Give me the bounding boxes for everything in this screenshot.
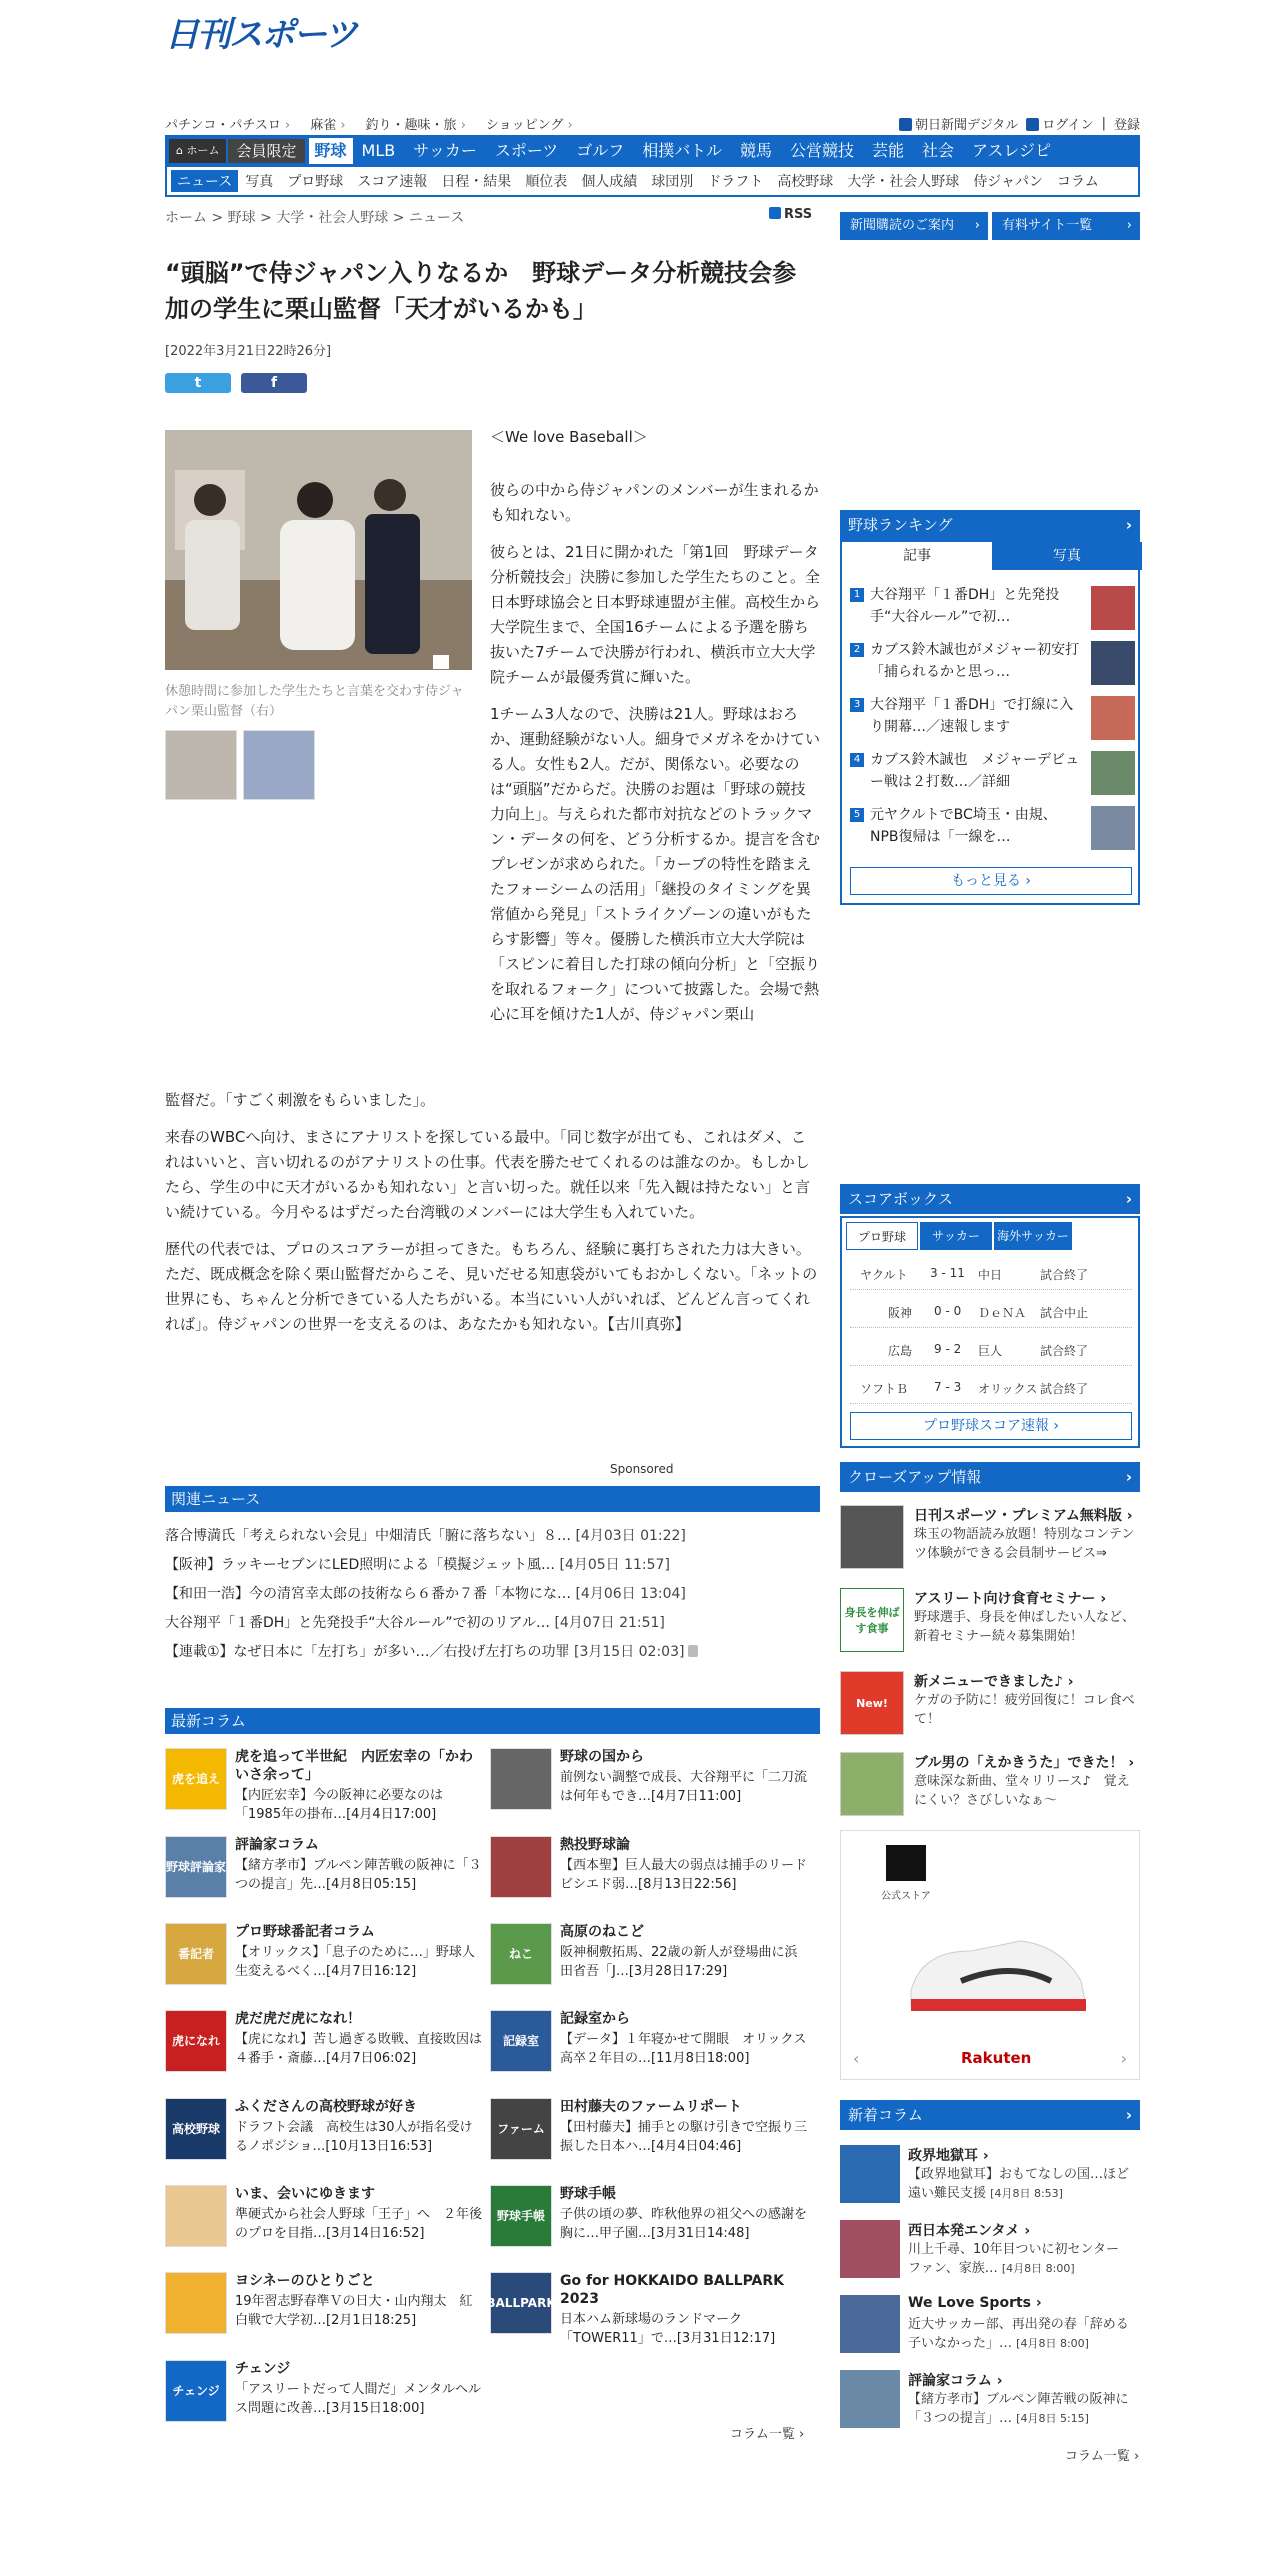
- ranking-item[interactable]: 5 元ヤクルトでBC埼玉・由規、NPB復帰は「一線を…: [850, 804, 1135, 854]
- column-icon: チェンジ: [165, 2360, 227, 2422]
- closeup-icon: [840, 1752, 904, 1816]
- subnav-highschool[interactable]: 高校野球: [777, 174, 834, 190]
- toplink-mahjong[interactable]: 麻雀 ›: [310, 114, 345, 133]
- column-item[interactable]: [490, 1923, 810, 2003]
- ranking-item[interactable]: 1 大谷翔平「１番DH」と先発投手“大谷ルール”で初…: [850, 584, 1135, 634]
- column-icon: [165, 2272, 227, 2334]
- paid-sites-button[interactable]: 有料サイト一覧 ›: [992, 212, 1140, 240]
- column-icon: ねこ: [490, 1923, 552, 1985]
- nav-sports[interactable]: スポーツ: [494, 141, 559, 160]
- related-news-item[interactable]: 【和田一浩】今の清宮幸太郎の技術なら６番か７番「本物にな… [4月06日 13:04]: [165, 1586, 686, 1602]
- nav-koei[interactable]: 公営競技: [790, 141, 855, 160]
- new-columns-header[interactable]: 新着コラム ›: [840, 2100, 1140, 2130]
- column-icon: [165, 2185, 227, 2247]
- subnav-stats[interactable]: 個人成績: [581, 174, 638, 190]
- subnav-draft[interactable]: ドラフト: [707, 174, 764, 190]
- new-column-item[interactable]: 評論家コラム › 【緒方孝市】ブルペン陣苦戦の阪神に「３つの提言」… [4月8日 5:15]: [840, 2370, 1140, 2436]
- column-list-link[interactable]: コラム一覧 ›: [730, 2423, 804, 2442]
- column-title: 高原のねこど: [560, 1924, 644, 1940]
- column-icon: ファーム: [490, 2098, 552, 2160]
- score-tab-soccer[interactable]: サッカー: [920, 1222, 992, 1250]
- article-paragraph: 来春のWBCへ向け、まさにアナリストを探している最中。「同じ数字が出ても、これはダメ、これはいいと、言い切れるのがアナリストの仕事。代表を勝たせてくれるのは誰なのか。もしかしたら、学生の中に天才がいるかも知れない」と言い切った。就任以来「先入観は持たない」と言い続けている。今月やるはずだった台湾戦のメンバーには大学生も入れていた。: [165, 1128, 811, 1221]
- advertisement[interactable]: [840, 1830, 1140, 2080]
- related-news-item[interactable]: 落合博満氏「考えられない会見」中畑清氏「腑に落ちない」８… [4月03日 01:22]: [165, 1528, 686, 1544]
- column-icon: [490, 1748, 552, 1810]
- column-icon: BALLPARK: [490, 2272, 552, 2334]
- column-summary: 阪神桐敷拓馬、22歳の新人が登場曲に浜田省吾「J…[3月28日17:29]: [560, 1945, 798, 1979]
- facebook-share-button[interactable]: f: [241, 373, 307, 393]
- article-paragraph: 彼らとは、21日に開かれた「第1回 野球データ分析競技会」決勝に参加した学生たちのこと。全日本野球協会と日本野球連盟が主催。高校生から大学院生まで、全国16チームによる予選を勝ち抜いた7チームで決勝が行われ、横浜市立大大学院チームが最優秀賞に輝いた。: [490, 543, 821, 686]
- score-more-button[interactable]: プロ野球スコア速報 ›: [850, 1412, 1132, 1440]
- column-icon: 記録室: [490, 2010, 552, 2072]
- column-summary: 【西本聖】巨人最大の弱点は捕手のリード ビシエド弱…[8月13日22:56]: [560, 1858, 821, 1892]
- column-title: ヨシネーのひとりごと: [235, 2273, 375, 2289]
- column-item[interactable]: [165, 2360, 485, 2440]
- top-links: [165, 114, 1140, 134]
- article-paragraph: 歴代の代表では、プロのスコアラーが担ってきた。もちろん、経験に裏打ちされた力は大きい。ただ、既成概念を除く栗山監督だからこそ、見いだせる知恵袋がいてもおかしくない。「ネットの世界にも、ちゃんと分析できている人たちがいる。本当にいい人がいれば、どんどん言ってくれれば」。侍ジャパンの世界一を支えるのは、あなたかも知れない。【古川真弥】: [165, 1240, 818, 1333]
- closeup-icon: [840, 1505, 904, 1569]
- column-item[interactable]: [490, 2010, 810, 2090]
- nav-baseball[interactable]: 野球: [309, 138, 353, 164]
- article-paragraph: 1チーム3人なので、決勝は21人。野球はおろか、運動経験がない人。細身でメガネをかけている人。女性も2人。だが、関係ない。必要なのは“頭脳”だからだ。決勝のお題は「野球の競技力向上」。与えられた都市対抗などのトラックマン・データの何を、どう分析するか。提言を含むプレゼンが求められた。「カーブの特性を踏まえたフォーシームの活用」「継投のタイミングを異常値から発見」「ストライクゾーンの違いがもたらす影響」等々。優勝した横浜市立大大学院は「スピンに着目した打球の傾向分析」と「空振りを取れるフォーク」について披露した。会場で熱心に耳を傾けた1人が、侍ジャパン栗山: [490, 705, 821, 1023]
- article-title: “頭脳”で侍ジャパン入りなるか 野球データ分析競技会参加の学生に栗山監督「天才がいるかも」: [165, 259, 797, 323]
- column-title: チェンジ: [235, 2361, 291, 2377]
- nav-mlb[interactable]: MLB: [361, 141, 396, 160]
- login-icon: [1026, 118, 1039, 131]
- subnav-photo[interactable]: 写真: [245, 174, 274, 190]
- column-summary: 子供の頃の夢、昨秋他界の祖父への感謝を胸に…甲子園…[3月31日14:48]: [560, 2207, 808, 2241]
- scorebox-header[interactable]: スコアボックス ›: [840, 1184, 1140, 1214]
- closeup-item[interactable]: ブル男の「えかきうた」できた！ › 意味深な新曲、堂々リリース♪ 覚えにくい？さびしいなぁ～: [840, 1752, 1140, 1822]
- column-title: 野球手帳: [560, 2186, 616, 2202]
- score-row[interactable]: ヤクルト 3 - 11 中日 試合終了: [850, 1254, 1132, 1290]
- column-item[interactable]: [165, 2010, 485, 2090]
- site-logo[interactable]: 日刊スポーツ: [165, 14, 356, 55]
- rss-icon: [769, 207, 781, 219]
- column-title: 熱投野球論: [560, 1837, 630, 1853]
- column-item[interactable]: [490, 2098, 810, 2178]
- score-row[interactable]: 広島 9 - 2 巨人 試合終了: [850, 1330, 1132, 1366]
- subscribe-button[interactable]: 新聞購読のご案内 ›: [840, 212, 988, 240]
- score-row[interactable]: ソフトＢ 7 - 3 オリックス 試合終了: [850, 1368, 1132, 1404]
- column-icon: 虎になれ: [165, 2010, 227, 2072]
- column-title: 評論家コラム: [235, 1837, 319, 1853]
- column-icon: 番記者: [165, 1923, 227, 1985]
- photo-caption: 休憩時間に参加した学生たちと言葉を交わす侍ジャパン栗山監督（右）: [165, 684, 464, 719]
- ranking-box: [840, 540, 1140, 905]
- column-icon: 野球評論家: [165, 1836, 227, 1898]
- score-tab-pro[interactable]: プロ野球: [846, 1222, 918, 1250]
- subnav-college[interactable]: 大学・社会人野球: [847, 174, 960, 190]
- column-summary: 【田村藤夫】捕手との駆け引きで空振り三振した日本ハ…[4月4日04:46]: [560, 2120, 808, 2154]
- toplink-pachinko[interactable]: パチンコ・パチスロ ›: [165, 114, 290, 133]
- column-thumb: [840, 2220, 900, 2278]
- column-title: 野球の国から: [560, 1749, 644, 1765]
- article-body-top: [490, 425, 820, 1027]
- column-thumb: [840, 2370, 900, 2428]
- column-title: 虎だ虎だ虎になれ！: [235, 2011, 361, 2027]
- twitter-share-button[interactable]: t: [165, 373, 231, 393]
- related-news-item[interactable]: 【連載①】なぜ日本に「左打ち」が多い…／右投げ左打ちの功罪 [3月15日 02:03]: [165, 1641, 820, 1661]
- closeup-icon: 身長を伸ばす食事: [840, 1588, 904, 1652]
- column-item[interactable]: [490, 1836, 821, 1916]
- column-title: ふくださんの高校野球が好き: [235, 2099, 417, 2115]
- nav-athrecipe[interactable]: アスレジピ: [972, 141, 1052, 160]
- column-item[interactable]: [165, 2185, 485, 2265]
- nav-member[interactable]: 会員限定: [228, 139, 304, 163]
- column-title: 記録室から: [560, 2011, 630, 2027]
- column-summary: 【オリックス】「息子のために…」野球人生変えるべく…[4月7日16:12]: [235, 1945, 475, 1979]
- column-icon: [490, 1836, 552, 1898]
- ranking-tab-articles[interactable]: 記事: [842, 542, 992, 570]
- score-tab-intl-soccer[interactable]: 海外サッカー: [994, 1222, 1072, 1250]
- ranking-item[interactable]: 3 大谷翔平「１番DH」で打線に入り開幕…／速報します: [850, 694, 1135, 744]
- column-title: 田村藤夫のファームリポート: [560, 2099, 742, 2115]
- related-news-header: 関連ニュース: [165, 1486, 820, 1512]
- closeup-header[interactable]: クローズアップ情報 ›: [840, 1462, 1140, 1492]
- article-date: [2022年3月21日22時26分]: [165, 344, 332, 359]
- subnav-schedule[interactable]: 日程・結果: [441, 174, 512, 190]
- breadcrumb[interactable]: ホーム > 野球 > 大学・社会人野球 > ニュース: [165, 210, 465, 226]
- ranking-header[interactable]: 野球ランキング ›: [840, 510, 1140, 540]
- column-item[interactable]: [486, 2272, 810, 2352]
- closeup-icon: New!: [840, 1671, 904, 1735]
- photo-illustration: [165, 430, 472, 670]
- subnav-teams[interactable]: 球団別: [651, 174, 694, 190]
- divider: |: [1101, 116, 1106, 131]
- subnav-standings[interactable]: 順位表: [525, 174, 568, 190]
- column-summary: 【データ】１年寝かせて開眼 オリックス高卒２年目の…[11月8日18:00]: [560, 2032, 807, 2066]
- column-item[interactable]: [165, 1923, 485, 2003]
- ranking-item[interactable]: 4 カブス鈴木誠也 メジャーデビュー戦は２打数…／詳細: [850, 749, 1135, 799]
- column-title: プロ野球番記者コラム: [235, 1924, 375, 1940]
- ad-next-icon[interactable]: ›: [1120, 2049, 1127, 2068]
- article-kicker: ＜We love Baseball＞: [490, 428, 648, 446]
- article-paragraph: 監督だ。「すごく刺激をもらいました」。: [165, 1091, 436, 1109]
- column-thumb: [840, 2295, 900, 2353]
- score-row[interactable]: 阪神 0 - 0 ＤｅＮＡ 試合中止: [850, 1292, 1132, 1328]
- subnav-score[interactable]: スコア速報: [357, 174, 428, 190]
- photo-thumbnail-2[interactable]: [243, 730, 315, 800]
- nav-shakai[interactable]: 社会: [922, 141, 955, 160]
- sponsored-label: Sponsored: [610, 1462, 674, 1476]
- article-photo[interactable]: [165, 430, 472, 670]
- ranking-tab-photos[interactable]: 写真: [992, 542, 1142, 570]
- article-paragraph: 彼らの中から侍ジャパンのメンバーが生まれるかも知れない。: [490, 481, 819, 524]
- nav-soccer[interactable]: サッカー: [413, 141, 477, 160]
- new-column-item[interactable]: 西日本発エンタメ › 川上千尋、10年目ついに初センター ファン、家族… [4月8日 8:00]: [840, 2220, 1140, 2286]
- column-title: 虎を追って半世紀 内匠宏幸の「かわいさ余って」: [235, 1749, 473, 1783]
- brand-logo-icon: [886, 1845, 926, 1881]
- column-summary: ドラフト会議 高校生は30人が指名受けるノポジショ…[10月13日16:53]: [235, 2120, 473, 2154]
- nav-geino[interactable]: 芸能: [872, 141, 905, 160]
- related-news-item[interactable]: 【阪神】ラッキーセブンにLED照明による「模擬ジェット風… [4月05日 11:57]: [165, 1557, 670, 1573]
- new-column-list-link[interactable]: コラム一覧 ›: [1065, 2445, 1139, 2464]
- subnav-news[interactable]: ニュース: [171, 170, 238, 192]
- column-item[interactable]: [165, 2098, 485, 2178]
- column-item[interactable]: [165, 1748, 485, 1828]
- column-icon: 野球手帳: [490, 2185, 552, 2247]
- asahi-link[interactable]: 朝日新聞デジタル: [899, 114, 1018, 133]
- nav-home[interactable]: ⌂ ホーム: [169, 139, 226, 163]
- column-item[interactable]: [490, 1748, 810, 1828]
- column-icon: 虎を追え: [165, 1748, 227, 1810]
- closeup-item[interactable]: New! 新メニューできました♪ › ケガの予防に！疲労回復に！コレ食べて！: [840, 1671, 1140, 1741]
- nav-sumo[interactable]: 相撲バトル: [642, 141, 722, 160]
- column-item[interactable]: [165, 2272, 485, 2352]
- rss-link[interactable]: RSS: [769, 207, 812, 222]
- nav-keiba[interactable]: 競馬: [739, 141, 772, 160]
- column-summary: 【虎になれ】苦し過ぎる敗戦、直接敗因は４番手・斎藤…[4月7日06:02]: [235, 2032, 483, 2066]
- subnav-column[interactable]: コラム: [1057, 174, 1099, 190]
- nav-golf[interactable]: ゴルフ: [576, 141, 625, 160]
- sub-nav: [165, 167, 1140, 197]
- column-title: いま、会いにゆきます: [235, 2186, 375, 2202]
- column-summary: 【内匠宏幸】今の阪神に必要なのは「1985年の掛布…[4月4日17:00]: [235, 1788, 444, 1822]
- subnav-samurai[interactable]: 侍ジャパン: [973, 174, 1044, 190]
- ranking-item[interactable]: 2 カブス鈴木誠也がメジャー初安打「捕られるかと思っ…: [850, 639, 1135, 689]
- toplink-shopping[interactable]: ショッピング ›: [486, 114, 573, 133]
- subnav-pro[interactable]: プロ野球: [287, 174, 344, 190]
- column-summary: 「アスリートだって人間だ」メンタルヘルス問題に改善…[3月15日18:00]: [235, 2382, 481, 2416]
- new-column-item[interactable]: 政界地獄耳 › 【政界地獄耳】おもてなしの国…ほど遠い難民支援 [4月8日 8:53]: [840, 2145, 1140, 2211]
- article-body-bottom: [165, 1088, 820, 1349]
- scorebox: [840, 1216, 1140, 1448]
- photo-thumbnail-1[interactable]: [165, 730, 237, 800]
- main-nav: [165, 135, 1140, 167]
- shoe-image: [901, 1911, 1091, 2021]
- latest-columns-header: 最新コラム: [165, 1708, 820, 1734]
- closeup-item[interactable]: 日刊スポーツ・プレミアム無料版 › 珠玉の物語読み放題！特別なコンテンツ体験ができる会員制サービス⇒: [840, 1505, 1140, 1575]
- column-summary: 準硬式から社会人野球「王子」へ ２年後のプロを目指…[3月14日16:52]: [235, 2207, 483, 2241]
- lock-icon: [688, 1645, 698, 1657]
- new-column-item[interactable]: We Love Sports › 近大サッカー部、再出発の春「辞める子いなかった」… [4月8日 8:00]: [840, 2295, 1140, 2361]
- ad-brand-label: 公式ストア: [881, 1891, 931, 1902]
- column-summary: 19年習志野春準Ｖの日大・山内翔太 紅白戦で大学初…[2月1日18:25]: [235, 2294, 473, 2328]
- column-summary: 前例ない調整で成長、大谷翔平に「二刀流は何年もでき…[4月7日11:00]: [560, 1770, 808, 1804]
- ad-store-label: Rakuten: [961, 2049, 1032, 2067]
- column-item[interactable]: [490, 2185, 810, 2265]
- ad-prev-icon[interactable]: ‹: [853, 2049, 860, 2068]
- column-title: Go for HOKKAIDO BALLPARK 2023: [560, 2273, 785, 2307]
- asahi-icon: [899, 118, 912, 131]
- closeup-item[interactable]: 身長を伸ばす食事 アスリート向け食育セミナー › 野球選手、身長を伸ばしたい人など、新着セミナー続々募集開始！: [840, 1588, 1140, 1658]
- column-icon: 高校野球: [165, 2098, 227, 2160]
- column-summary: 日本ハム新球場のランドマーク「TOWER11」で…[3月31日12:17]: [560, 2312, 776, 2346]
- register-link[interactable]: 登録: [1113, 118, 1140, 133]
- ranking-more-button[interactable]: もっと見る ›: [850, 867, 1132, 895]
- related-news-item[interactable]: 大谷翔平「１番DH」と先発投手“大谷ルール”で初のリアル… [4月07日 21:51]: [165, 1615, 665, 1631]
- column-summary: 【緒方孝市】ブルペン陣苦戦の阪神に「３つの提言」先…[4月8日05:15]: [235, 1858, 482, 1892]
- column-thumb: [840, 2145, 900, 2203]
- toplink-fishing[interactable]: 釣り・趣味・旅 ›: [366, 114, 466, 133]
- column-item[interactable]: [165, 1836, 485, 1916]
- login-link[interactable]: ログイン: [1026, 114, 1093, 133]
